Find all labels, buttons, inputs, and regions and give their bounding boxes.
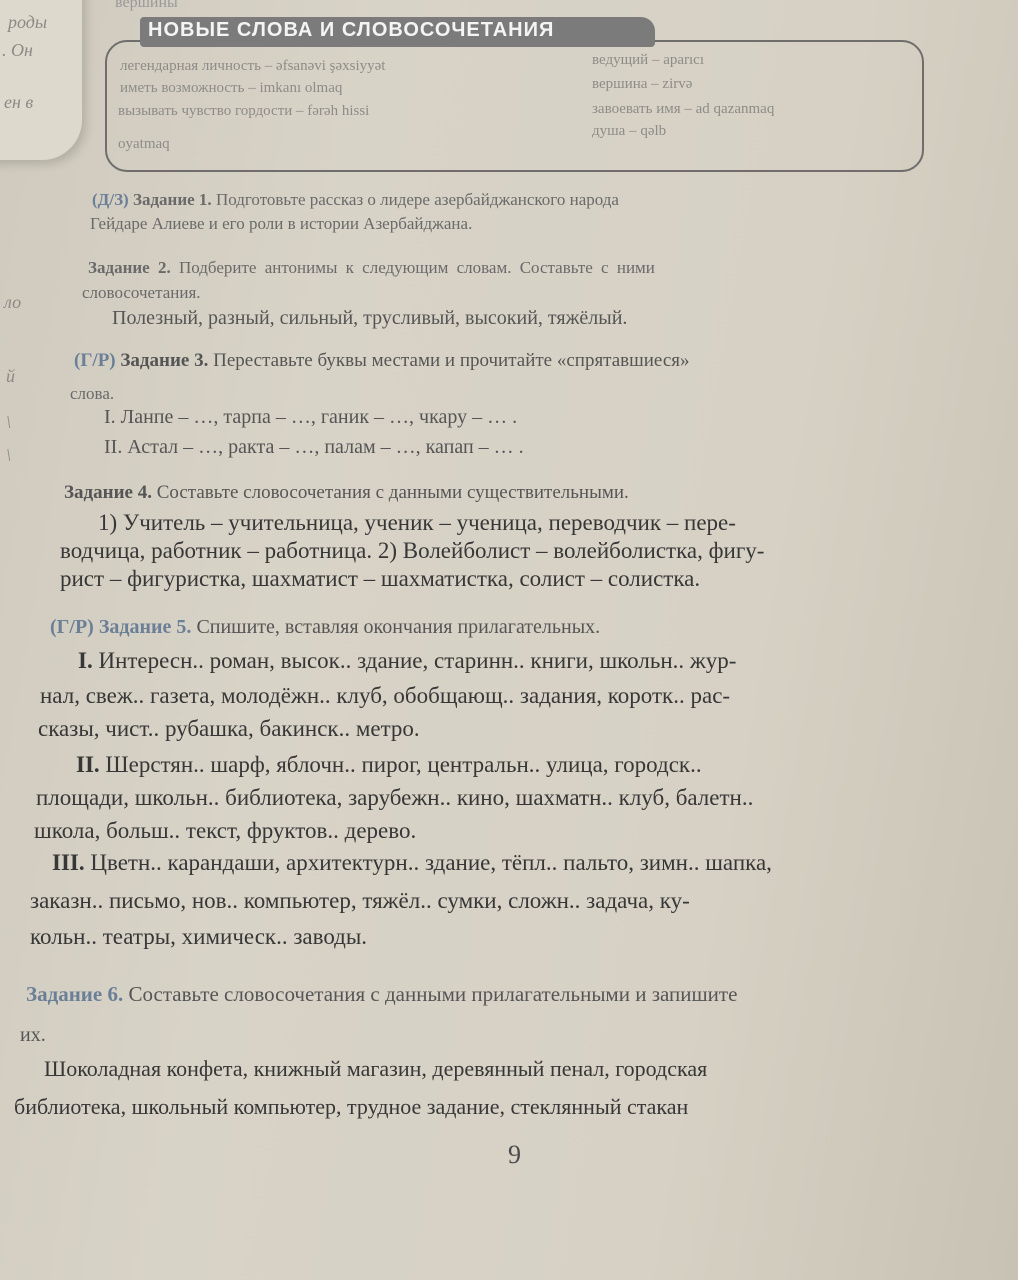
task-5-part-1-number: I. <box>78 648 93 673</box>
task-5-part-2-line-1 <box>76 752 702 778</box>
task-5-part-1-line-2: нал, свеж.. газета, молодёжн.. клуб, обобщающ.. задания, коротк.. рас- <box>40 683 731 708</box>
task-3-text-cont: слова. <box>70 384 115 403</box>
vocab-entry: душа – qəlb <box>592 123 667 139</box>
task-5 <box>50 616 600 639</box>
task-5-text: Спишите, вставляя окончания прилагательных. <box>196 616 601 638</box>
task-5-label: Задание 5. <box>98 616 192 638</box>
task-2-words: Полезный, разный, сильный, трусливый, высокий, тяжёлый. <box>112 307 628 329</box>
vocab-entry: завоевать имя – ad qazanmaq <box>592 101 775 117</box>
task-5-part-2-number: II. <box>76 752 100 777</box>
task-4 <box>64 482 629 504</box>
margin-fragment: . Он <box>2 40 33 60</box>
margin-fragment: \ <box>6 445 12 465</box>
task-3-label: Задание 3. <box>120 350 209 371</box>
task-3-row-2: II. Астал – …, ракта – …, палам – …, капап – … . <box>104 436 524 458</box>
task-5-part-2-line-3: школа, больш.. текст, фруктов.. дерево. <box>34 818 417 843</box>
margin-fragment: \ <box>6 412 12 432</box>
task-1-text-cont: Гейдаре Алиеве и его роли в истории Азербайджана. <box>90 214 473 233</box>
task-4-label: Задание 4. <box>64 482 152 503</box>
task-5-part-1-line-3: сказы, чист.. рубашка, бакинск.. метро. <box>38 716 420 741</box>
task-2-text: Подберите антонимы к следующим словам. Составьте с ними <box>178 258 655 277</box>
task-6-line-1: Шоколадная конфета, книжный магазин, деревянный пенал, городская <box>44 1056 708 1081</box>
task-5-part-3-line-3: кольн.. театры, химическ.. заводы. <box>30 924 368 949</box>
task-5-part-1-text: Интересн.. роман, высок.. здание, старинн.. книги, школьн.. жур- <box>98 648 737 673</box>
margin-fragment: ен в <box>4 92 34 112</box>
task-3-row-1: I. Ланпе – …, тарпа – …, ганик – …, чкару – … . <box>104 406 518 428</box>
task-2 <box>88 258 655 278</box>
task-6-line-2: библиотека, школьный компьютер, трудное задание, стеклянный стакан <box>14 1094 689 1119</box>
vocab-entry: вершина – zirvə <box>592 76 693 92</box>
vocab-entry: oyatmaq <box>118 136 170 152</box>
task-6-text: Составьте словосочетания с данными прилагательными и запишите <box>128 982 738 1006</box>
vocab-entry: вызывать чувство гордости – fərəh hissi <box>118 103 370 119</box>
task-4-text: Составьте словосочетания с данными существительными. <box>156 482 629 503</box>
vocab-entry: легендарная личность – əfsanəvi şəxsiyyət <box>120 58 386 74</box>
margin-fragment: ло <box>4 292 22 312</box>
page-number: 9 <box>508 1140 521 1169</box>
task-1 <box>92 190 619 210</box>
task-5-part-1-line-1 <box>78 648 736 674</box>
section-header-title: НОВЫЕ СЛОВА И СЛОВОСОЧЕТАНИЯ <box>148 19 555 41</box>
task-3-tag: (Г/Р) <box>74 350 116 371</box>
task-6 <box>26 982 737 1007</box>
top-fragment: вершины <box>115 0 178 11</box>
task-6-label: Задание 6. <box>26 982 124 1006</box>
task-5-part-3-number: III. <box>52 850 85 875</box>
task-1-tag: (Д/З) <box>92 190 129 209</box>
task-1-label: Задание 1. <box>132 190 212 209</box>
task-5-tag: (Г/Р) <box>50 616 94 638</box>
task-3 <box>74 350 690 372</box>
vocab-entry: ведущий – aparıcı <box>592 52 704 68</box>
task-5-part-2-line-2: площади, школьн.. библиотека, зарубежн.. кино, шахматн.. клуб, балетн.. <box>36 785 754 810</box>
task-2-text-cont: словосочетания. <box>82 283 201 302</box>
task-3-text: Переставьте буквы местами и прочитайте «спрятавшиеся» <box>213 350 690 371</box>
task-4-line-3: рист – фигуристка, шахматист – шахматистка, солист – солистка. <box>60 566 701 591</box>
task-5-part-2-text: Шерстян.. шарф, яблочн.. пирог, центральн.. улица, городск.. <box>105 752 702 777</box>
task-4-line-2: водчица, работник – работница. 2) Волейболист – волейболистка, фигу- <box>60 538 765 563</box>
vocab-entry: иметь возможность – imkanı olmaq <box>120 80 343 96</box>
margin-fragment: й <box>6 366 15 386</box>
task-5-part-3-line-2: заказн.. письмо, нов.. компьютер, тяжёл.. сумки, сложн.. задача, ку- <box>30 888 690 913</box>
task-4-line-1: 1) Учитель – учительница, ученик – ученица, переводчик – пере- <box>98 510 736 535</box>
margin-fragment: роды <box>8 12 48 32</box>
task-2-label: Задание 2. <box>88 258 171 277</box>
task-5-part-3-text: Цветн.. карандаши, архитектурн.. здание, тёпл.. пальто, зимн.. шапка, <box>90 850 772 875</box>
task-6-text-cont: их. <box>20 1024 46 1046</box>
task-1-text: Подготовьте рассказ о лидере азербайджанского народа <box>215 190 619 209</box>
task-5-part-3-line-1 <box>52 850 772 876</box>
